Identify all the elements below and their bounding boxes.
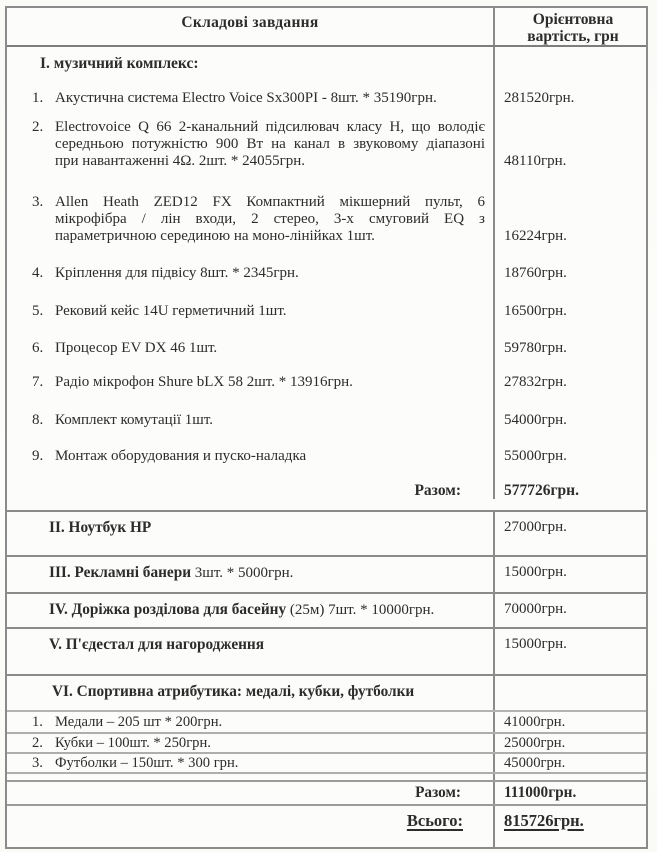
cost-header-line1: Орієнтовна: [532, 11, 614, 28]
item-text: Комплект комутації 1шт.: [55, 412, 213, 428]
item-number: 1.: [32, 90, 44, 106]
table-row: [7, 107, 646, 170]
spacer-row: [7, 774, 646, 782]
item-value: 16500грн.: [504, 303, 567, 319]
section-1-title-row: [7, 47, 646, 72]
item-value: 18760грн.: [504, 265, 567, 281]
item-number: 2.: [32, 734, 43, 751]
item-value: 55000грн.: [504, 448, 567, 464]
section-1-total-label: Разом:: [7, 465, 495, 499]
row-pedestal-value: 15000грн.: [504, 636, 567, 652]
item-value: 45000грн.: [504, 754, 566, 771]
item-text: Allen Heath ZED12 FX Компактний мікшерний пульт, 6 мікрофібра / лін входи, 2 стерео, 3-х смуговий EQ з параметричною серединою на моно-лінійках 1шт.: [55, 194, 485, 244]
row-pool-lane-detail: (25м) 7шт. * 10000грн.: [286, 602, 435, 618]
item-text: Радіо мікрофон Shure bLX 58 2шт. * 13916грн.: [55, 374, 353, 390]
grand-total-value: 815726грн.: [504, 811, 584, 830]
item-number: 4.: [32, 265, 44, 281]
row-pedestal-title: V. П'єдестал для нагородження: [49, 636, 265, 653]
section-6-total-value: 111000грн.: [504, 784, 577, 801]
item-number: 7.: [32, 374, 44, 390]
item-number: 6.: [32, 340, 44, 356]
row-pool-lane-value: 70000грн.: [504, 601, 567, 617]
grand-total-row: [7, 806, 646, 847]
section-1-title: І. музичний комплекс:: [7, 47, 495, 72]
row-laptop-title: ІІ. Ноутбук НР: [49, 519, 152, 536]
table-row: [7, 170, 646, 245]
item-value: 27832грн.: [504, 374, 567, 390]
item-value: 54000грн.: [504, 412, 567, 428]
item-text: Кріплення для підвісу 8шт. * 2345грн.: [55, 265, 299, 281]
item-value: 25000грн.: [504, 734, 566, 751]
item-text: Футболки – 150шт. * 300 грн.: [55, 754, 239, 771]
section-1-total-value: 577726грн.: [504, 482, 579, 499]
item-text: Процесор EV DX 46 1шт.: [55, 340, 218, 356]
item-number: 1.: [32, 713, 43, 730]
item-value: 41000грн.: [504, 713, 566, 730]
item-number: 2.: [32, 119, 44, 135]
item-text: Медали – 205 шт * 200грн.: [55, 713, 223, 730]
section-6-total-row: [7, 782, 646, 806]
item-text: Рековий кейс 14U герметичний 1шт.: [55, 303, 287, 319]
table-row: [7, 282, 646, 320]
item-number: 3.: [32, 754, 43, 771]
item-value: 281520грн.: [504, 90, 575, 106]
section-1-total-row: [7, 465, 646, 499]
table-row: [7, 391, 646, 429]
item-number: 8.: [32, 412, 44, 428]
table-row: [7, 245, 646, 282]
table-row: [7, 754, 646, 774]
row-pedestal: [7, 629, 646, 676]
row-laptop: [7, 512, 646, 557]
cost-header-line2: вартість, грн: [527, 28, 619, 45]
row-pool-lane-title: ІV. Доріжка розділова для басейну: [49, 601, 287, 618]
table-row: [7, 72, 646, 107]
section-6-title: VІ. Спортивна атрибутика: медалі, кубки, футболки: [7, 676, 495, 710]
item-number: 9.: [32, 448, 44, 464]
tasks-column-header: Складові завдання: [7, 8, 495, 45]
cost-column-header: [495, 8, 646, 45]
table-row: [7, 734, 646, 754]
item-value: 16224грн.: [504, 228, 567, 244]
row-banners-title: ІІІ. Рекламні банери: [49, 564, 192, 581]
item-text: Монтаж оборудования и пуско-наладка: [55, 448, 307, 464]
item-number: 5.: [32, 303, 44, 319]
item-text: Electrovoice Q 66 2-канальний підсилювач класу Н, що володіє середньою потужністю 900 Вт на канал в звуковому діапазоні при навантаженні 4Ω. 2шт. * 24055грн.: [55, 119, 485, 169]
table-row: [7, 429, 646, 465]
item-text: Кубки – 100шт. * 250грн.: [55, 734, 211, 751]
row-banners-detail: 3шт. * 5000грн.: [191, 565, 294, 581]
row-banners-value: 15000грн.: [504, 564, 567, 580]
item-value: 59780грн.: [504, 340, 567, 356]
table-row: [7, 357, 646, 391]
table-header-row: [7, 8, 646, 47]
item-number: 3.: [32, 194, 44, 210]
table-row: [7, 712, 646, 734]
item-value: 48110грн.: [504, 153, 567, 169]
budget-table: [5, 6, 648, 849]
row-pool-lane: [7, 594, 646, 629]
table-row: [7, 320, 646, 357]
section-6-total-label: Разом:: [7, 782, 495, 804]
row-banners: [7, 557, 646, 594]
row-laptop-value: 27000грн.: [504, 519, 567, 535]
item-text: Акустична система Electro Voice Sx300PI - 8шт. * 35190грн.: [55, 90, 437, 106]
section-1-music-complex: [7, 47, 646, 512]
grand-total-label: Всього:: [406, 811, 463, 830]
section-6-title-row: [7, 676, 646, 712]
